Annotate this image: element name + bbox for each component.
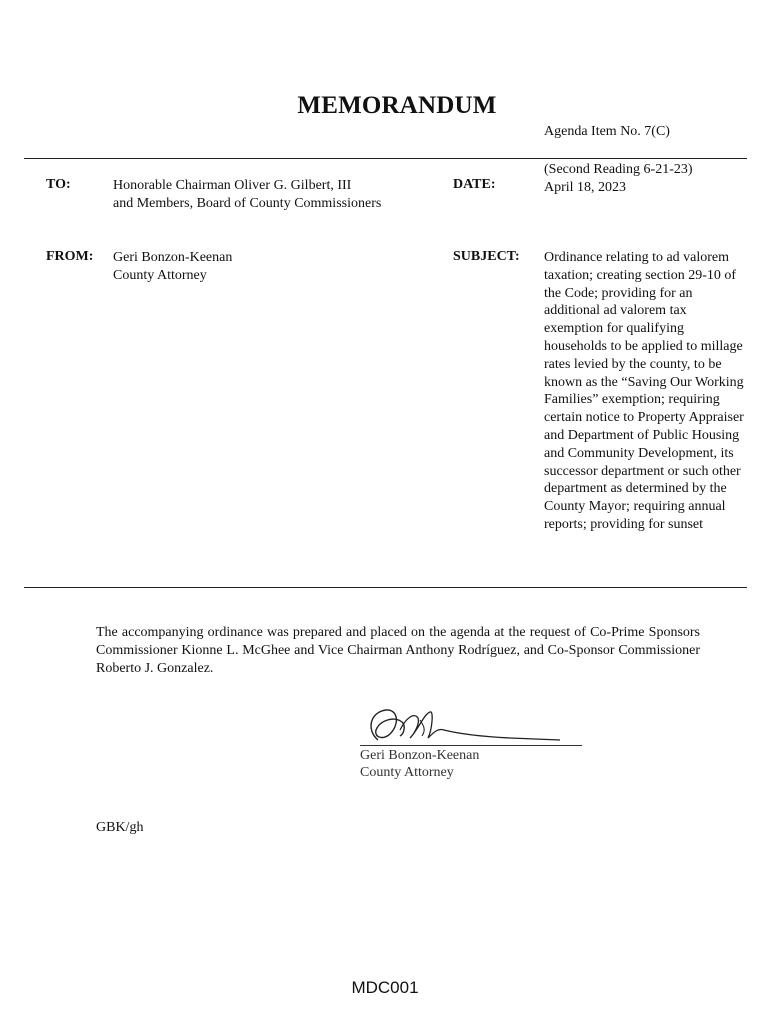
to-line-2: and Members, Board of County Commissioners [113, 196, 382, 211]
body-paragraph: The accompanying ordinance was prepared and placed on the agenda at the request of Co-Prime Sponsors Commissioner Kionne L. McGhee and Vice Chairman Anthony Rodríguez, and Co-Sponsor Commissioner Roberto J. Gonzalez. [96, 625, 700, 676]
memo-date: April 18, 2023 [544, 180, 627, 195]
footer-code: MDC001 [351, 978, 419, 997]
date-value [544, 161, 693, 197]
from-sender [113, 249, 232, 285]
from-line-1: Geri Bonzon-Keenan [113, 250, 233, 265]
signature-line [360, 745, 582, 746]
typist-initials: GBK/gh [96, 820, 144, 835]
subject-text: Ordinance relating to ad valorem taxation; creating section 29-10 of the Code; providing for an additional ad valorem tax exemption for qualifying households to be applied to millage rates levied by the county, to be known as the “Saving Our Working Families” exemption; requiring certain notice to Property Appraiser and Department of Public Housing and Community Development, its successor department or such other department as determined by the County Mayor; requiring annual reports; providing for sunset [544, 250, 744, 532]
signatory-name: Geri Bonzon-Keenan [360, 748, 480, 763]
from-line-2: County Attorney [113, 268, 207, 283]
top-divider [24, 158, 747, 159]
second-reading-note: (Second Reading 6-21-23) [544, 162, 693, 177]
date-label: DATE: [453, 177, 496, 192]
signatory-title: County Attorney [360, 765, 454, 780]
handwritten-signature [360, 700, 590, 750]
memo-title: MEMORANDUM [297, 92, 497, 119]
from-label: FROM: [46, 249, 94, 264]
bottom-divider [24, 587, 747, 588]
agenda-item-number: Agenda Item No. 7(C) [544, 124, 670, 139]
signatory-block [360, 747, 479, 781]
to-label: TO: [46, 177, 71, 192]
subject-label: SUBJECT: [453, 249, 520, 264]
to-line-1: Honorable Chairman Oliver G. Gilbert, III [113, 178, 352, 193]
to-recipient [113, 177, 381, 213]
